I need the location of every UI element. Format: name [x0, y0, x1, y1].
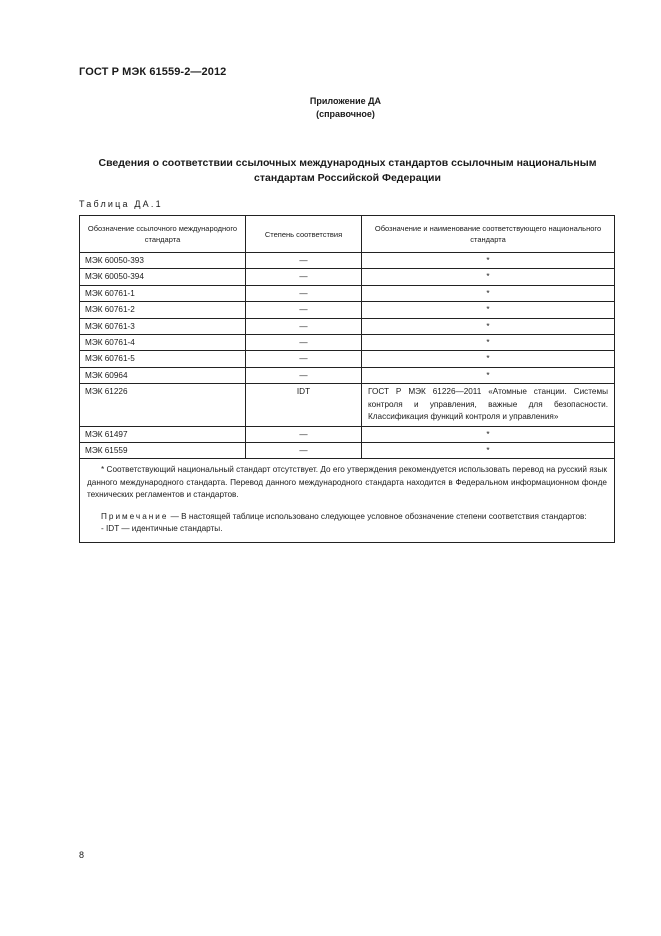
cell-degree: — — [246, 334, 362, 350]
cell-degree: — — [246, 269, 362, 285]
table-row — [80, 384, 615, 427]
table-row — [80, 426, 615, 442]
cell-national: * — [362, 367, 615, 383]
note-paragraph — [87, 511, 607, 524]
cell-degree: — — [246, 302, 362, 318]
cell-degree: — — [246, 318, 362, 334]
note-list-item: - IDT — идентичные стандарты. — [101, 524, 223, 534]
footnote-text: * Соответствующий национальный стандарт отсутствует. До его утверждения рекомендуется использовать перевод на русский язык данного международного стандарта. Перевод данного международного стандарта находится в Федеральном информационном фонде технических регламентов и стандартов. — [87, 465, 607, 500]
section-title — [79, 156, 616, 186]
cell-degree: — — [246, 443, 362, 459]
header-international-standard: Обозначение ссылочного международного стандарта — [80, 216, 246, 253]
cell-national: * — [362, 318, 615, 334]
cell-national: * — [362, 443, 615, 459]
cell-standard: МЭК 60761-3 — [80, 318, 246, 334]
cell-standard: МЭК 60761-1 — [80, 285, 246, 301]
cell-national: * — [362, 426, 615, 442]
header-national-standard: Обозначение и наименование соответствующего национального стандарта — [362, 216, 615, 253]
table-row — [80, 302, 615, 318]
cell-degree: IDT — [246, 384, 362, 427]
table-row — [80, 253, 615, 269]
cell-standard: МЭК 60761-5 — [80, 351, 246, 367]
cell-national: * — [362, 334, 615, 350]
cell-standard: МЭК 61226 — [80, 384, 246, 427]
table-row — [80, 285, 615, 301]
cell-standard: МЭК 61559 — [80, 443, 246, 459]
table-footer-row — [80, 459, 615, 543]
cell-standard: МЭК 60761-2 — [80, 302, 246, 318]
cell-national: ГОСТ Р МЭК 61226—2011 «Атомные станции. Системы контроля и управления, важные для безопасности. Классификация функций контроля и управления» — [362, 384, 615, 427]
section-title-line-2: стандартам Российской Федерации — [254, 172, 441, 184]
correspondence-table — [79, 215, 615, 543]
cell-national: * — [362, 302, 615, 318]
table-footnote-cell — [80, 459, 615, 543]
cell-standard: МЭК 60050-393 — [80, 253, 246, 269]
table-row — [80, 367, 615, 383]
appendix-heading — [0, 95, 661, 121]
cell-degree: — — [246, 285, 362, 301]
appendix-title: Приложение ДА — [309, 96, 382, 106]
cell-national: * — [362, 285, 615, 301]
page-number: 8 — [79, 850, 85, 860]
cell-national: * — [362, 351, 615, 367]
cell-standard: МЭК 60050-394 — [80, 269, 246, 285]
appendix-subtitle: (справочное) — [316, 109, 375, 119]
cell-national: * — [362, 269, 615, 285]
cell-national: * — [362, 253, 615, 269]
note-label: Примечание — [101, 511, 169, 521]
section-title-line-1: Сведения о соответствии ссылочных международных стандартов ссылочным национальным — [98, 157, 597, 169]
cell-degree: — — [246, 253, 362, 269]
table-row — [80, 318, 615, 334]
cell-degree: — — [246, 367, 362, 383]
header-degree: Степень соответствия — [246, 216, 362, 253]
cell-standard: МЭК 61497 — [80, 426, 246, 442]
table-row — [80, 269, 615, 285]
cell-degree: — — [246, 426, 362, 442]
cell-standard: МЭК 60964 — [80, 367, 246, 383]
table-header-row — [80, 216, 615, 253]
document-id-header: ГОСТ Р МЭК 61559-2—2012 — [79, 66, 227, 78]
table-row — [80, 351, 615, 367]
table-row — [80, 334, 615, 350]
table-caption: Таблица ДА.1 — [79, 199, 163, 209]
cell-degree: — — [246, 351, 362, 367]
table-row — [80, 443, 615, 459]
note-text: — В настоящей таблице использовано следующее условное обозначение степени соответствия стандартов: — [168, 511, 587, 521]
cell-standard: МЭК 60761-4 — [80, 334, 246, 350]
